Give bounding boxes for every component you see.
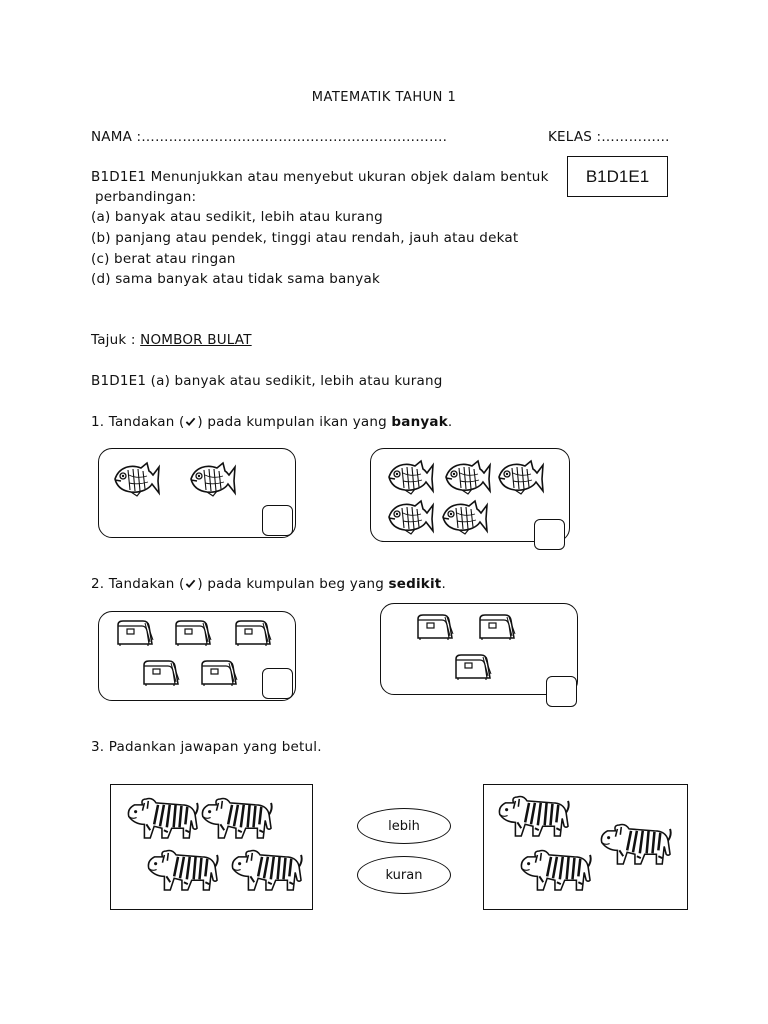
fish-icon <box>187 459 237 497</box>
name-field-label: NAMA :…………………………………………………………. <box>91 129 448 145</box>
bag-icon <box>173 618 213 646</box>
fish-icon <box>385 497 435 535</box>
fish-group-left <box>98 448 296 538</box>
bag-icon <box>453 652 493 680</box>
option-lebih[interactable]: lebih <box>357 808 451 844</box>
page-title: MATEMATIK TAHUN 1 <box>311 90 457 105</box>
answer-box-bag-right[interactable] <box>546 676 577 707</box>
fish-icon <box>495 457 545 495</box>
bag-icon <box>415 612 455 640</box>
tiger-icon <box>195 795 273 842</box>
standard-code-box: B1D1E1 <box>567 156 668 197</box>
tiger-icon <box>492 793 570 840</box>
fish-icon <box>439 497 489 535</box>
standard-item-b: (b) panjang atau pendek, tinggi atau rendah, jauh atau dekat <box>91 230 519 246</box>
standard-item-d: (d) sama banyak atau tidak sama banyak <box>91 271 380 287</box>
fish-icon <box>111 459 161 497</box>
tiger-group-right <box>483 784 688 910</box>
check-mark-icon <box>185 578 196 589</box>
check-mark-icon <box>185 416 196 427</box>
answer-box-fish-left[interactable] <box>262 505 293 536</box>
tiger-icon <box>141 847 219 894</box>
class-field-label: KELAS :…………… <box>548 129 670 145</box>
tiger-icon <box>594 821 672 868</box>
question-1-text: 1. Tandakan ( ) pada kumpulan ikan yang banyak. <box>91 414 453 430</box>
bag-icon <box>477 612 517 640</box>
bag-icon <box>141 658 181 686</box>
bag-icon <box>233 618 273 646</box>
bag-group-left <box>98 611 296 701</box>
standard-line-2: perbandingan: <box>95 189 197 205</box>
answer-box-bag-left[interactable] <box>262 668 293 699</box>
subtopic-line: B1D1E1 (a) banyak atau sedikit, lebih atau kurang <box>91 373 443 389</box>
fish-group-right <box>370 448 570 542</box>
topic-label: Tajuk : <box>91 332 141 348</box>
topic-line <box>91 332 252 348</box>
question-3-text: 3. Padankan jawapan yang betul. <box>91 739 322 755</box>
answer-box-fish-right[interactable] <box>534 519 565 550</box>
tiger-icon <box>225 847 303 894</box>
tiger-icon <box>514 847 592 894</box>
standard-item-a: (a) banyak atau sedikit, lebih atau kurang <box>91 209 383 225</box>
standard-item-c: (c) berat atau ringan <box>91 251 236 267</box>
topic-value: NOMBOR BULAT <box>140 332 252 348</box>
tiger-icon <box>121 795 199 842</box>
tiger-group-left <box>110 784 313 910</box>
bag-icon <box>115 618 155 646</box>
bag-icon <box>199 658 239 686</box>
question-2-text: 2. Tandakan ( ) pada kumpulan beg yang sedikit. <box>91 576 446 592</box>
standard-line-1: B1D1E1 Menunjukkan atau menyebut ukuran objek dalam bentuk <box>91 169 549 185</box>
option-kuran[interactable]: kuran <box>357 856 451 894</box>
fish-icon <box>385 457 435 495</box>
fish-icon <box>442 457 492 495</box>
bag-group-right <box>380 603 578 695</box>
